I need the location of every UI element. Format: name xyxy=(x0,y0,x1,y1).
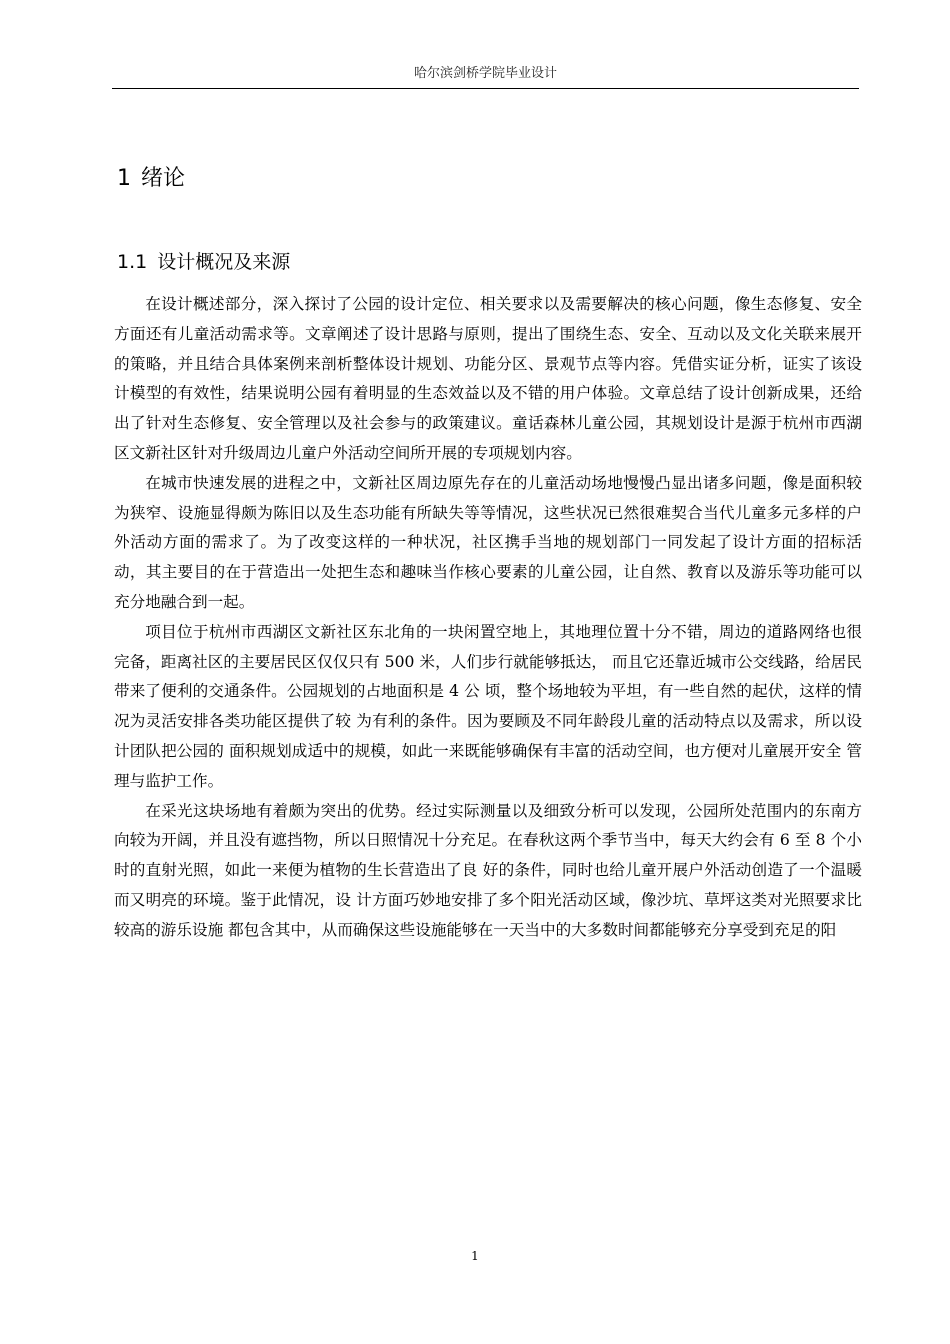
section-heading xyxy=(117,248,290,276)
paragraph: 项目位于杭州市西湖区文新社区东北角的一块闲置空地上，其地理位置十分不错，周边的道路网络也很完备，距离社区的主要居民区仅仅只有 500 米，人们步行就能够抵达， 而且它还靠近城市公交线路，给居民带来了便利的交通条件。公园规划的占地面积是 4 公 顷，整个场地较为平坦，有一些自然的起伏，这样的情况为灵活安排各类功能区提供了较 为有利的条件。因为要顾及不同年龄段儿童的活动特点以及需求，所以设计团队把公园的 面积规划成适中的规模，如此一来既能够确保有丰富的活动空间，也方便对儿童展开安全 管理与监护工作。 xyxy=(114,622,862,790)
chapter-title: 绪论 xyxy=(141,166,186,191)
paragraph: 在设计概述部分，深入探讨了公园的设计定位、相关要求以及需要解决的核心问题，像生态修复、安全方面还有儿童活动需求等。文章阐述了设计思路与原则，提出了围绕生态、安全、互动以及文化关联来展开的策略，并且结合具体案例来剖析整体设计规划、功能分区、景观节点等内容。凭借实证分析，证实了该设计模型的有效性，结果说明公园有着明显的生态效益以及不错的用户体验。文章总结了设计创新成果，还给出了针对生态修复、安全管理以及社会参与的政策建议。童话森林儿童公园，其规划设计是源于杭州市西湖区文新社区针对升级周边儿童户外活动空间所开展的专项规划内容。 xyxy=(114,295,862,462)
header-title: 哈尔滨剑桥学院毕业设计 xyxy=(413,66,557,81)
body-text xyxy=(114,290,862,946)
page-number: 1 xyxy=(471,1249,479,1263)
paragraph: 在采光这块场地有着颇为突出的优势。经过实际测量以及细致分析可以发现，公园所处范围内的东南方向较为开阔，并且没有遮挡物，所以日照情况十分充足。在春秋这两个季节当中，每天大约会有 6 至 8 个小时的直射光照，如此一来便为植物的生长营造出了良 好的条件，同时也给儿童开展户外活动创造了一个温暖而又明亮的环境。鉴于此情况，设 计方面巧妙地安排了多个阳光活动区域，像沙坑、草坪这类对光照要求比较高的游乐设施 都包含其中，从而确保这些设施能够在一天当中的大多数时间都能够充分享受到充足的阳 xyxy=(114,801,862,939)
section-number: 1.1 xyxy=(117,251,148,273)
paragraph: 在城市快速发展的进程之中，文新社区周边原先存在的儿童活动场地慢慢凸显出诸多问题，像是面积较为狭窄、设施显得颇为陈旧以及生态功能有所缺失等等情况，这些状况已然很难契合当代儿童多元多样的户外活动方面的需求了。为了改变这样的一种状况，社区携手当地的规划部门一同发起了设计方面的招标活动，其主要目的在于营造出一处把生态和趣味当作核心要素的儿童公园，让自然、教育以及游乐等功能可以充分地融合到一起。 xyxy=(114,473,862,611)
section-title: 设计概况及来源 xyxy=(157,251,291,273)
page-header xyxy=(112,66,859,89)
chapter-number: 1 xyxy=(117,166,131,191)
chapter-heading xyxy=(117,164,185,194)
